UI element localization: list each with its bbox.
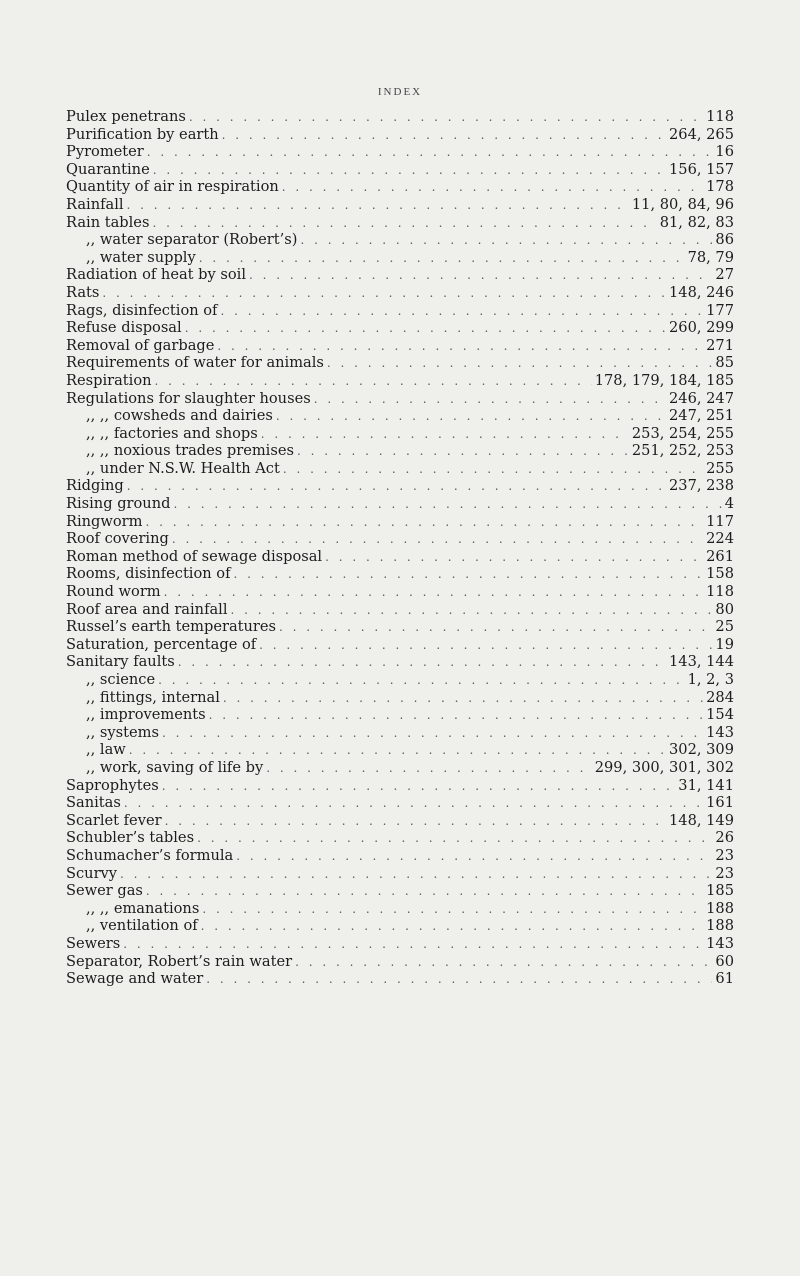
page-numbers: 161	[706, 794, 734, 812]
index-term: Saturation, percentage of	[66, 635, 257, 653]
index-entry	[66, 178, 734, 196]
page-numbers: 154	[706, 706, 734, 724]
index-term: ,, science	[86, 671, 156, 688]
index-entry	[66, 618, 734, 636]
index-entry	[66, 161, 734, 179]
index-entry	[66, 460, 734, 478]
page-numbers: 26	[715, 829, 734, 847]
index-term: Rising ground	[66, 495, 171, 513]
page-numbers: 27	[715, 266, 734, 284]
page-numbers: 25	[715, 618, 734, 636]
page-numbers: 4	[724, 495, 734, 513]
index-term: Sewage and water	[66, 970, 204, 988]
index-entry	[66, 319, 734, 337]
dot-leader	[259, 637, 712, 655]
index-entry	[66, 671, 734, 689]
index-entry	[66, 917, 734, 935]
dot-leader	[283, 461, 703, 479]
index-term: Saprophytes	[66, 776, 159, 794]
index-entry	[66, 354, 734, 372]
dot-leader	[282, 179, 703, 197]
page-numbers: 261	[706, 547, 734, 565]
dot-leader	[199, 250, 685, 268]
dot-leader	[153, 162, 666, 180]
index-term: Roof covering	[66, 530, 169, 548]
page-numbers: 117	[706, 512, 734, 530]
page-numbers: 178, 179, 184, 185	[594, 371, 734, 389]
page-numbers: 19	[715, 635, 734, 653]
index-entry	[66, 108, 734, 126]
page-numbers: 264, 265	[669, 125, 734, 143]
page-numbers: 81, 82, 83	[659, 213, 734, 231]
index-entry	[66, 601, 734, 619]
dot-leader	[127, 478, 666, 496]
index-entry	[66, 565, 734, 583]
index-entry	[66, 689, 734, 707]
page-numbers: 253, 254, 255	[631, 424, 734, 442]
page-numbers: 299, 300, 301, 302	[594, 758, 734, 776]
page-numbers: 78, 79	[687, 248, 734, 266]
page-numbers: 271	[706, 336, 734, 354]
page-numbers: 85	[715, 354, 734, 372]
page-numbers: 177	[706, 301, 734, 319]
page-numbers: 61	[715, 970, 734, 988]
index-term: Sewer gas	[66, 882, 143, 900]
page-numbers: 247, 251	[669, 407, 734, 425]
index-entry	[66, 970, 734, 988]
dot-leader	[206, 971, 712, 989]
dot-leader	[146, 883, 703, 901]
page-numbers: 224	[706, 530, 734, 548]
dot-leader	[102, 285, 666, 303]
index-entry	[66, 266, 734, 284]
index-entry	[66, 724, 734, 742]
index-term: ,, work, saving of life by	[86, 758, 264, 776]
index-term: Rags, disinfection of	[66, 301, 218, 319]
dot-leader	[173, 496, 721, 514]
page-numbers: 156, 157	[669, 160, 734, 178]
dot-leader	[129, 742, 666, 760]
index-term: Rooms, disinfection of	[66, 565, 231, 583]
index-entry	[66, 935, 734, 953]
index-entry	[66, 794, 734, 812]
dot-leader	[165, 813, 666, 831]
index-term: ,, ,, noxious trades premises	[86, 442, 294, 460]
dot-leader	[197, 830, 712, 848]
index-term: Separator, Robert’s rain water	[66, 952, 293, 970]
page-numbers: 237, 238	[669, 477, 734, 495]
index-term: Sanitary faults	[66, 653, 175, 671]
page-numbers: 23	[715, 864, 734, 882]
index-term: Quarantine	[66, 160, 150, 178]
index-term: Sewers	[66, 934, 121, 952]
page-numbers: 158	[706, 565, 734, 583]
dot-leader	[234, 566, 704, 584]
dot-leader	[202, 901, 703, 919]
page-numbers: 23	[715, 846, 734, 864]
index-term: ,, ,, cowsheds and dairies	[86, 407, 273, 425]
page-numbers: 60	[715, 952, 734, 970]
index-term: Round worm	[66, 583, 161, 601]
index-term: Pyrometer	[66, 143, 144, 161]
dot-leader	[209, 707, 704, 725]
dot-leader	[325, 549, 703, 567]
index-entry	[66, 214, 734, 232]
index-term: Regulations for slaughter houses	[66, 389, 311, 407]
index-term: Schubler’s tables	[66, 829, 195, 847]
page-numbers: 143	[706, 934, 734, 952]
dot-leader	[178, 654, 666, 672]
index-list	[66, 108, 734, 988]
dot-leader	[279, 619, 712, 637]
dot-leader	[185, 320, 666, 338]
dot-leader	[201, 918, 703, 936]
index-entry	[66, 741, 734, 759]
dot-leader	[146, 514, 704, 532]
index-entry	[66, 759, 734, 777]
index-term: Ridging	[66, 477, 124, 495]
dot-leader	[236, 848, 712, 866]
dot-leader	[276, 408, 666, 426]
dot-leader	[124, 795, 703, 813]
index-term: Refuse disposal	[66, 319, 182, 337]
page-numbers: 302, 309	[669, 741, 734, 759]
index-term: Requirements of water for animals	[66, 354, 324, 372]
index-entry	[66, 900, 734, 918]
index-entry	[66, 706, 734, 724]
index-term: Scarlet fever	[66, 811, 162, 829]
dot-leader	[162, 725, 703, 743]
dot-leader	[327, 355, 713, 373]
index-term: ,, under N.S.W. Health Act	[86, 459, 280, 477]
index-entry	[66, 390, 734, 408]
dot-leader	[172, 531, 703, 549]
page-header: INDEX	[377, 86, 423, 98]
dot-leader	[223, 690, 703, 708]
dot-leader	[220, 303, 703, 321]
page-numbers: 31, 141	[678, 776, 734, 794]
index-term: Respiration	[66, 371, 152, 389]
index-entry	[66, 425, 734, 443]
index-term: Schumacher’s formula	[66, 846, 234, 864]
index-term: Purification by earth	[66, 125, 219, 143]
index-entry	[66, 477, 734, 495]
dot-leader	[123, 936, 703, 954]
index-term: Sanitas	[66, 794, 121, 812]
dot-leader	[249, 267, 712, 285]
index-entry	[66, 302, 734, 320]
index-entry	[66, 777, 734, 795]
index-entry	[66, 196, 734, 214]
index-entry	[66, 337, 734, 355]
page-numbers: 143	[706, 723, 734, 741]
index-entry	[66, 530, 734, 548]
dot-leader	[231, 602, 713, 620]
index-term: Russel’s earth temperatures	[66, 618, 277, 636]
index-entry	[66, 284, 734, 302]
page-numbers: 143, 144	[669, 653, 734, 671]
dot-leader	[222, 127, 666, 145]
index-term: ,, ,, factories and shops	[86, 424, 258, 442]
index-entry	[66, 513, 734, 531]
page-numbers: 11, 80, 84, 96	[631, 195, 734, 213]
page-numbers: 118	[706, 108, 734, 125]
index-entry	[66, 231, 734, 249]
index-term: Rats	[66, 283, 100, 301]
index-term: Scurvy	[66, 864, 118, 882]
page-numbers: 178	[706, 178, 734, 196]
index-term: Removal of garbage	[66, 336, 215, 354]
index-term: Radiation of heat by soil	[66, 266, 246, 284]
index-term: ,, systems	[86, 723, 159, 741]
page-numbers: 251, 252, 253	[631, 442, 734, 460]
index-entry	[66, 636, 734, 654]
dot-leader	[162, 778, 676, 796]
index-term: ,, ventilation of	[86, 917, 198, 935]
dot-leader	[127, 197, 629, 215]
dot-leader	[295, 954, 712, 972]
index-entry	[66, 407, 734, 425]
dot-leader	[152, 215, 656, 233]
index-entry	[66, 548, 734, 566]
index-entry	[66, 882, 734, 900]
page-numbers: 80	[715, 600, 734, 618]
index-entry	[66, 249, 734, 267]
dot-leader	[147, 144, 713, 162]
dot-leader	[155, 373, 592, 391]
dot-leader	[164, 584, 703, 602]
index-entry	[66, 126, 734, 144]
page-numbers: 118	[706, 583, 734, 601]
dot-leader	[261, 426, 629, 444]
index-entry	[66, 829, 734, 847]
index-entry	[66, 953, 734, 971]
dot-leader	[266, 760, 592, 778]
dot-leader	[314, 391, 666, 409]
index-term: ,, water supply	[86, 248, 196, 266]
index-term: Pulex penetrans	[66, 108, 186, 125]
index-entry	[66, 583, 734, 601]
index-term: ,, water separator (Robert’s)	[86, 231, 298, 249]
dot-leader	[158, 672, 684, 690]
index-entry	[66, 143, 734, 161]
dot-leader	[300, 232, 712, 250]
page-numbers: 246, 247	[669, 389, 734, 407]
index-term: Rain tables	[66, 213, 150, 231]
page-numbers: 260, 299	[669, 319, 734, 337]
page-numbers: 188	[706, 899, 734, 917]
page-numbers: 284	[706, 688, 734, 706]
page-numbers: 185	[706, 882, 734, 900]
index-term: ,, ,, emanations	[86, 899, 200, 917]
page-numbers: 148, 246	[669, 283, 734, 301]
index-entry	[66, 865, 734, 883]
dot-leader	[189, 109, 703, 127]
page-numbers: 255	[706, 459, 734, 477]
index-term: Roof area and rainfall	[66, 600, 228, 618]
dot-leader	[217, 338, 703, 356]
index-term: ,, fittings, internal	[86, 688, 220, 706]
index-term: Ringworm	[66, 512, 143, 530]
index-entry	[66, 653, 734, 671]
page-numbers: 86	[715, 231, 734, 249]
page-numbers: 1, 2, 3	[687, 671, 734, 688]
index-term: Quantity of air in respiration	[66, 178, 279, 196]
index-term: ,, improvements	[86, 706, 206, 724]
index-entry	[66, 495, 734, 513]
page-numbers: 148, 149	[669, 811, 734, 829]
dot-leader	[297, 443, 629, 461]
page-numbers: 16	[715, 143, 734, 161]
index-entry	[66, 812, 734, 830]
index-entry	[66, 372, 734, 390]
page-numbers: 188	[706, 917, 734, 935]
index-entry	[66, 442, 734, 460]
index-term: ,, law	[86, 741, 126, 759]
index-term: Rainfall	[66, 195, 124, 213]
index-entry	[66, 847, 734, 865]
dot-leader	[120, 866, 712, 884]
index-term: Roman method of sewage disposal	[66, 547, 323, 565]
